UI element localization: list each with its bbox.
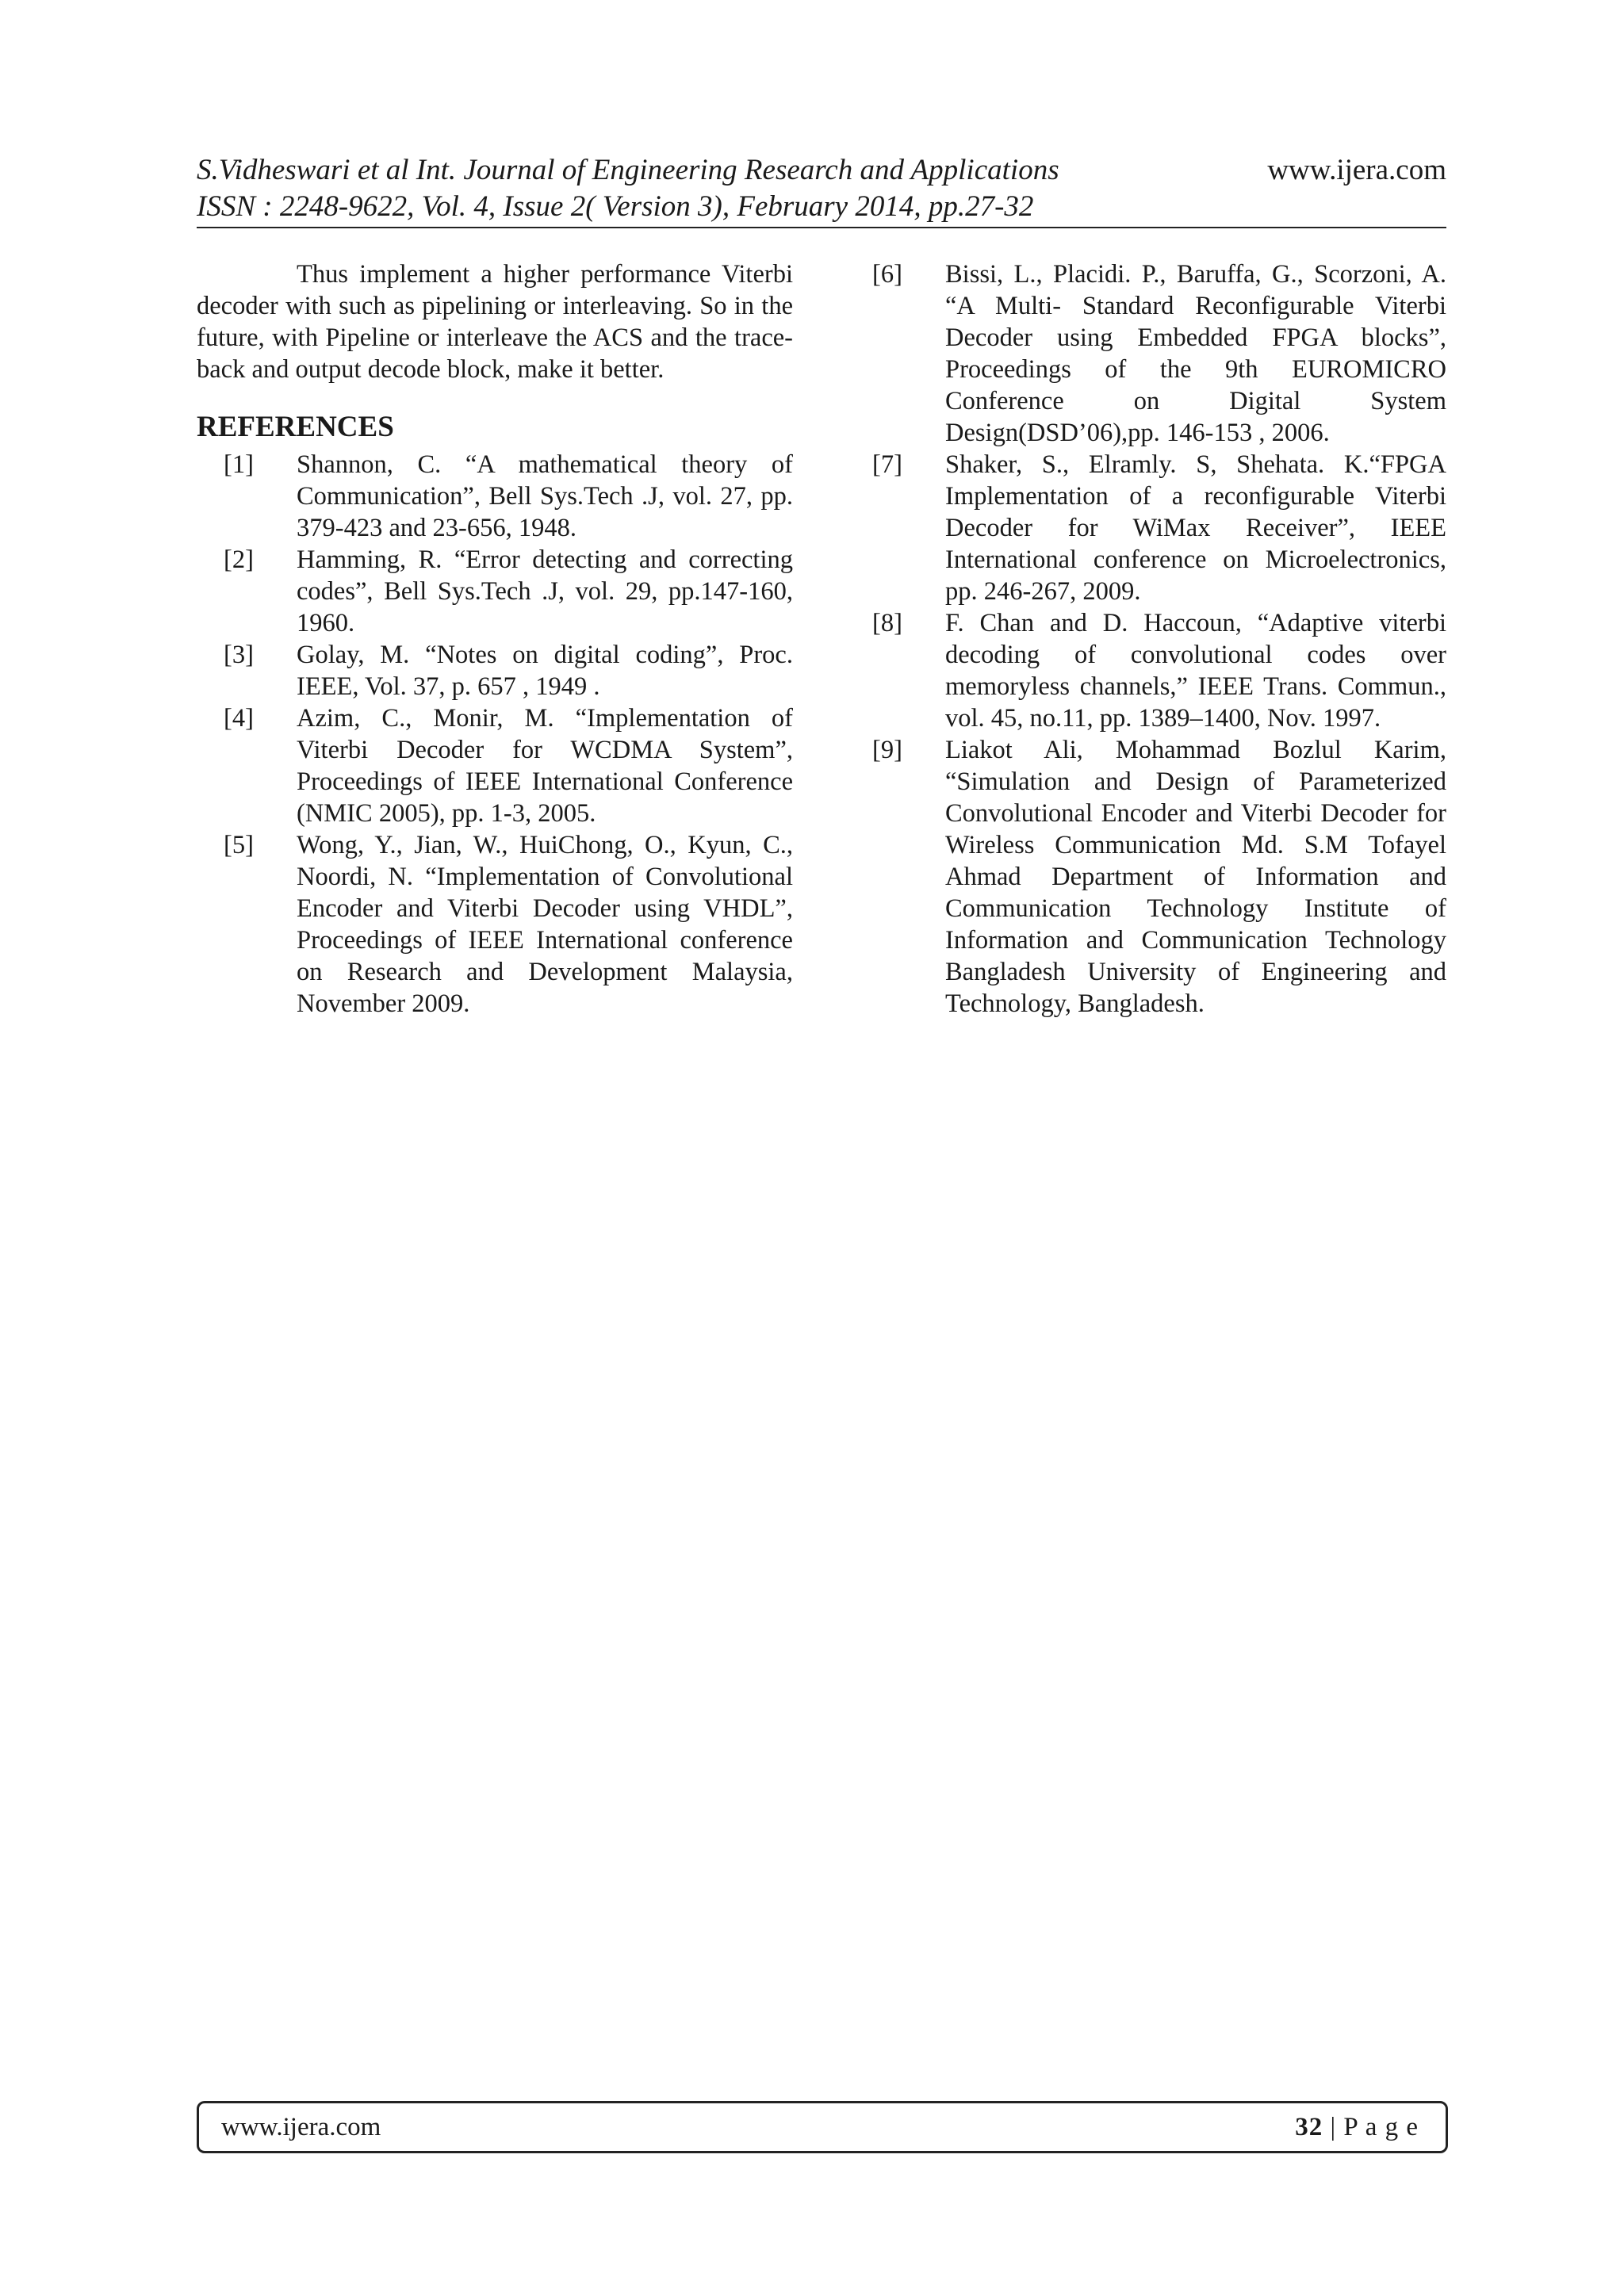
reference-text: Liakot Ali, Mohammad Bozlul Karim, “Simulation and Design of Parameterized Convolutional Encoder and Viterbi Decoder for Wireless Communication Md. S.M Tofayel Ahmad Department of Information and Communication Technology Institute of Information and Communication Technology Bangladesh University of Engineering and Technology, Bangladesh.: [945, 736, 1446, 1018]
reference-number: [7]: [872, 450, 902, 479]
reference-item: [866, 258, 1446, 449]
reference-item: [866, 607, 1446, 734]
issn-line: ISSN : 2248-9622, Vol. 4, Issue 2( Version 3), February 2014, pp.27-32: [197, 190, 1034, 223]
conclusion-paragraph: Thus implement a higher performance Viterbi decoder with such as pipelining or interleaving. So in the future, with Pipeline or interleave the ACS and the trace-back and output decode block, make it better.: [197, 260, 793, 384]
references-heading: REFERENCES: [197, 411, 394, 443]
header-website: www.ijera.com: [1267, 154, 1446, 186]
reference-text: Wong, Y., Jian, W., HuiChong, O., Kyun, C., Noordi, N. “Implementation of Convolutional Encoder and Viterbi Decoder using VHDL”, Proceedings of IEEE International conference on Research and Development Malaysia, November 2009.: [297, 831, 793, 1018]
page-number-label: [1295, 2111, 1419, 2143]
page-header: [197, 152, 1446, 228]
right-column: [866, 258, 1446, 1020]
reference-text: Hamming, R. “Error detecting and correcting codes”, Bell Sys.Tech .J, vol. 29, pp.147-160, 1960.: [297, 545, 793, 637]
reference-text: Shannon, C. “A mathematical theory of Communication”, Bell Sys.Tech .J, vol. 27, pp. 379-423 and 23-656, 1948.: [297, 450, 793, 542]
reference-number: [1]: [224, 450, 254, 479]
reference-number: [3]: [224, 641, 254, 669]
footer-website: www.ijera.com: [221, 2113, 381, 2141]
reference-text: Golay, M. “Notes on digital coding”, Proc. IEEE, Vol. 37, p. 657 , 1949 .: [297, 641, 793, 701]
reference-number: [5]: [224, 831, 254, 859]
left-column: [197, 258, 793, 1020]
reference-number: [4]: [224, 704, 254, 733]
reference-number: [8]: [872, 609, 902, 637]
reference-item: [866, 734, 1446, 1020]
reference-item: [197, 829, 793, 1020]
page-number: 32: [1295, 2113, 1323, 2141]
reference-text: Azim, C., Monir, M. “Implementation of Viterbi Decoder for WCDMA System”, Proceedings of IEEE International Conference (NMIC 2005), pp. 1-3, 2005.: [297, 704, 793, 828]
page-label: | P a g e: [1330, 2113, 1419, 2141]
reference-item: [197, 702, 793, 829]
journal-title: S.Vidheswari et al Int. Journal of Engineering Research and Applications: [197, 154, 1059, 186]
reference-item: [866, 449, 1446, 607]
reference-text: Shaker, S., Elramly. S, Shehata. K.“FPGA Implementation of a reconfigurable Viterbi Decoder for WiMax Receiver”, IEEE International conference on Microelectronics, pp. 246-267, 2009.: [945, 450, 1446, 606]
reference-text: Bissi, L., Placidi. P., Baruffa, G., Scorzoni, A. “A Multi- Standard Reconfigurable Viterbi Decoder using Embedded FPGA blocks”, Proceedings of the 9th EUROMICRO Conference on Digital System Design(DSD’06),pp. 146-153 , 2006.: [945, 260, 1446, 447]
page-footer: [197, 2101, 1448, 2153]
reference-number: [2]: [224, 545, 254, 574]
reference-item: [197, 544, 793, 639]
reference-number: [6]: [872, 260, 902, 289]
reference-number: [9]: [872, 736, 902, 764]
reference-text: F. Chan and D. Haccoun, “Adaptive viterbi decoding of convolutional codes over memoryless channels,” IEEE Trans. Commun., vol. 45, no.11, pp. 1389–1400, Nov. 1997.: [945, 609, 1446, 733]
reference-item: [197, 639, 793, 702]
reference-item: [197, 449, 793, 544]
